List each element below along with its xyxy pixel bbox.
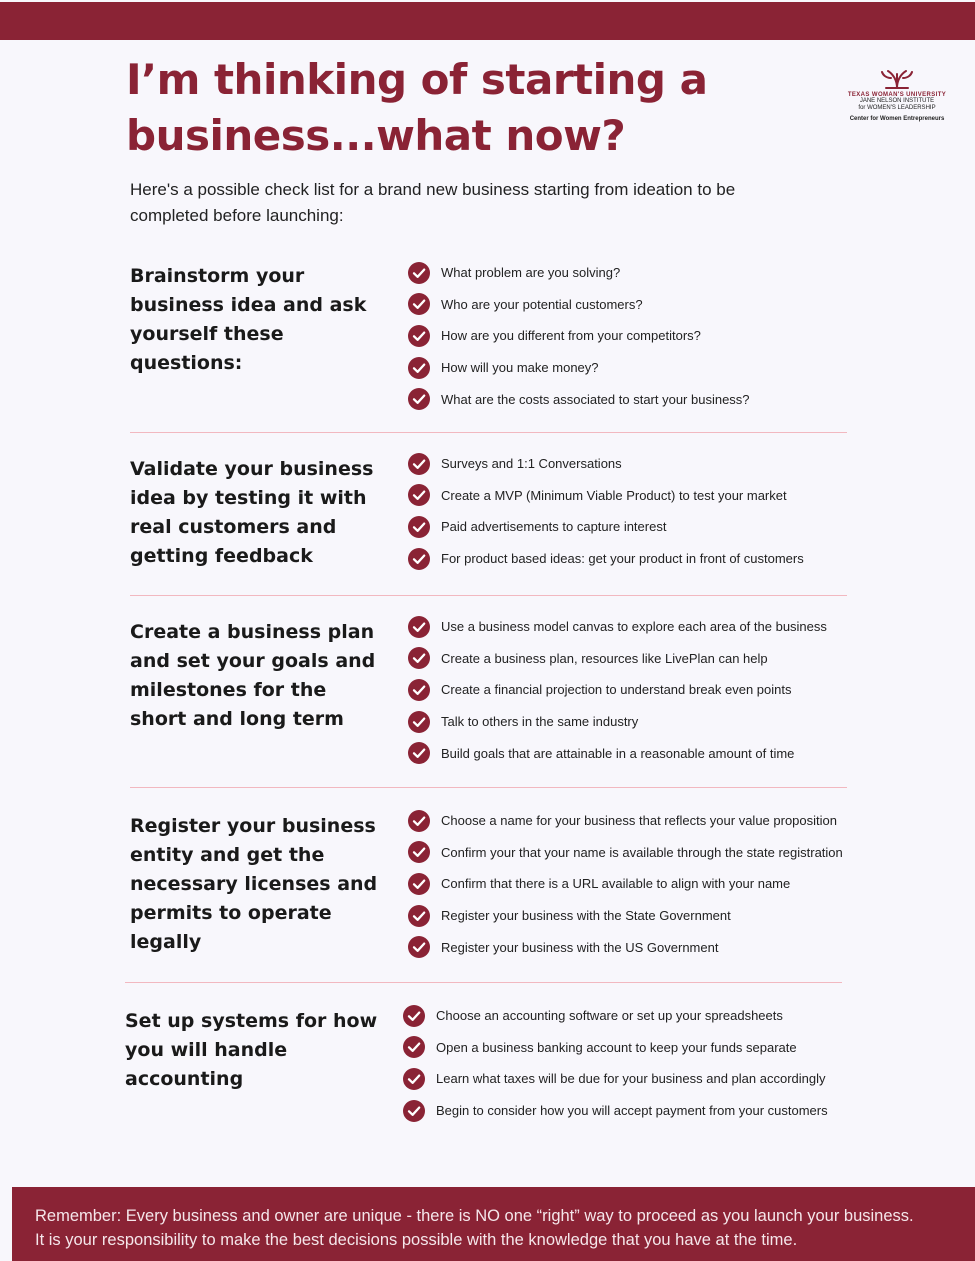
intro-text: Here's a possible check list for a brand new business starting from ideation to be completed before launching:	[130, 180, 736, 225]
checklist-item	[408, 448, 804, 480]
section-divider	[130, 787, 847, 788]
footer-line-1: Remember: Every business and owner are unique - there is NO one “right” way to proceed as you launch your business.	[35, 1207, 914, 1225]
checklist-item	[408, 805, 843, 837]
checklist-item	[408, 320, 750, 352]
checklist-item	[408, 931, 843, 963]
logo-university-name: TEXAS WOMAN'S UNIVERSITY	[847, 92, 947, 98]
checklist-item-text: Build goals that are attainable in a reasonable amount of time	[441, 745, 795, 761]
check-circle-icon	[408, 293, 430, 315]
tulip-logo-icon	[880, 68, 914, 90]
checklist-item	[403, 1063, 828, 1095]
checklist-item-text: Use a business model canvas to explore each area of the business	[441, 619, 827, 635]
footer-line-2: It is your responsibility to make the best decisions possible with the knowledge that you have at the time.	[35, 1231, 798, 1249]
section-divider	[130, 595, 847, 596]
section-divider	[125, 982, 842, 983]
checklist	[408, 611, 827, 769]
checklist-item	[403, 1032, 828, 1064]
checklist-item-text: Who are your potential customers?	[441, 296, 643, 312]
check-circle-icon	[408, 711, 430, 733]
check-circle-icon	[408, 484, 430, 506]
checklist-item	[408, 257, 750, 289]
check-circle-icon	[408, 873, 430, 895]
section-heading: Brainstorm your business idea and ask yourself these questions:	[130, 265, 367, 374]
checklist-item-text: Create a financial projection to understand break even points	[441, 682, 792, 698]
top-banner	[0, 2, 975, 40]
footer-banner	[12, 1187, 975, 1261]
check-circle-icon	[408, 325, 430, 347]
checklist-item-text: What are the costs associated to start your business?	[441, 391, 750, 407]
checklist-item	[408, 352, 750, 384]
checklist-item	[408, 289, 750, 321]
check-circle-icon	[408, 516, 430, 538]
checklist-item-text: Create a MVP (Minimum Viable Product) to test your market	[441, 487, 787, 503]
checklist-item	[408, 480, 804, 512]
checklist-item	[403, 1095, 828, 1127]
checklist	[408, 448, 804, 574]
checklist-item-text: What problem are you solving?	[441, 265, 621, 281]
check-circle-icon	[408, 262, 430, 284]
section-heading: Validate your business idea by testing it with real customers and getting feedback	[130, 458, 374, 567]
check-circle-icon	[403, 1068, 425, 1090]
check-circle-icon	[408, 616, 430, 638]
checklist	[408, 257, 750, 415]
checklist-item-text: Confirm that there is a URL available to align with your name	[441, 876, 791, 892]
checklist-item-text: For product based ideas: get your product in front of customers	[441, 551, 804, 567]
check-circle-icon	[408, 548, 430, 570]
checklist-item	[408, 706, 827, 738]
check-circle-icon	[408, 388, 430, 410]
check-circle-icon	[408, 742, 430, 764]
check-circle-icon	[408, 810, 430, 832]
university-logo	[846, 68, 948, 122]
checklist-item	[408, 674, 827, 706]
check-circle-icon	[403, 1100, 425, 1122]
checklist-item	[408, 511, 804, 543]
checklist-item-text: How are you different from your competitors?	[441, 328, 701, 344]
checklist-item	[408, 737, 827, 769]
check-circle-icon	[403, 1005, 425, 1027]
checklist-item-text: Talk to others in the same industry	[441, 714, 639, 730]
check-circle-icon	[408, 905, 430, 927]
checklist-item	[408, 900, 843, 932]
checklist-item-text: Register your business with the US Government	[441, 939, 719, 955]
check-circle-icon	[408, 841, 430, 863]
check-circle-icon	[408, 936, 430, 958]
checklist	[408, 805, 843, 963]
checklist	[403, 1000, 828, 1126]
section-heading: Set up systems for how you will handle accounting	[125, 1010, 378, 1090]
checklist-item-text: Begin to consider how you will accept payment from your customers	[436, 1103, 828, 1119]
logo-institute-name: JANE NELSON INSTITUTE	[859, 98, 935, 104]
logo-center-name: Center for Women Entrepreneurs	[849, 116, 945, 122]
section-heading: Create a business plan and set your goals and milestones for the short and long term	[130, 621, 376, 730]
checklist-item	[408, 543, 804, 575]
checklist-item	[408, 611, 827, 643]
checklist-item-text: Choose a name for your business that reflects your value proposition	[441, 813, 837, 829]
checklist-item	[408, 643, 827, 675]
checklist-item-text: Open a business banking account to keep your funds separate	[436, 1039, 797, 1055]
checklist-item-text: Confirm your that your name is available through the state registration	[441, 844, 843, 860]
checklist-item	[408, 837, 843, 869]
checklist-item-text: Learn what taxes will be due for your business and plan accordingly	[436, 1071, 826, 1087]
check-circle-icon	[408, 453, 430, 475]
check-circle-icon	[408, 679, 430, 701]
section-heading: Register your business entity and get the necessary licenses and permits to operate legally	[130, 815, 378, 953]
checklist-item-text: Surveys and 1:1 Conversations	[441, 456, 622, 472]
checklist-item-text: Choose an accounting software or set up your spreadsheets	[436, 1008, 783, 1024]
section-divider	[130, 432, 847, 433]
check-circle-icon	[408, 357, 430, 379]
checklist-item-text: Create a business plan, resources like LivePlan can help	[441, 650, 768, 666]
checklist-item	[408, 383, 750, 415]
checklist-item-text: Paid advertisements to capture interest	[441, 519, 667, 535]
checklist-item-text: Register your business with the State Government	[441, 908, 731, 924]
check-circle-icon	[403, 1036, 425, 1058]
checklist-item	[408, 868, 843, 900]
checklist-item-text: How will you make money?	[441, 360, 599, 376]
page-title: I’m thinking of starting a business...what now?	[126, 55, 708, 160]
check-circle-icon	[408, 647, 430, 669]
logo-institute-subtitle: for WOMEN'S LEADERSHIP	[858, 105, 936, 111]
checklist-item	[403, 1000, 828, 1032]
